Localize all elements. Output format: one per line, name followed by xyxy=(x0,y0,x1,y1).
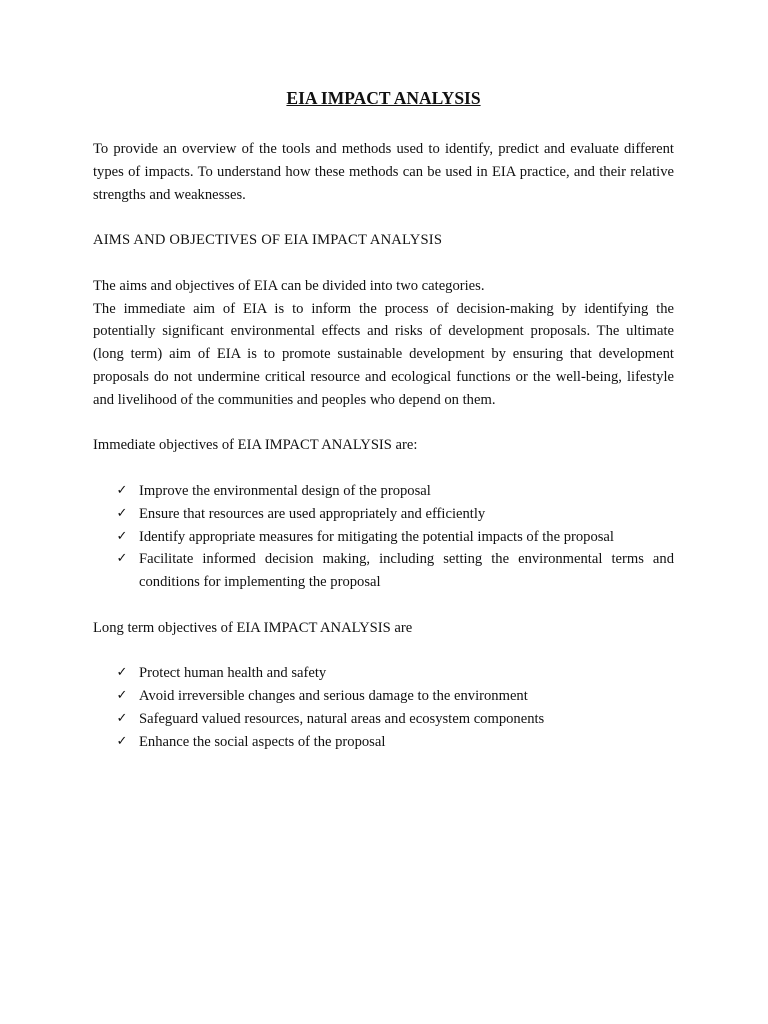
list-item-text: Ensure that resources are used appropriately and efficiently xyxy=(139,505,486,522)
spacer xyxy=(93,252,674,275)
list-item-text: Facilitate informed decision making, including setting the environmental terms and conditions for implementing the proposal xyxy=(139,551,674,591)
list-item xyxy=(116,685,674,708)
list-item xyxy=(116,480,674,503)
intro-paragraph: To provide an overview of the tools and methods used to identify, predict and evaluate different types of impacts. To understand how these methods can be used in EIA practice, and their relative strengths and weaknesses. xyxy=(93,141,674,203)
list-item-text: Improve the environmental design of the proposal xyxy=(139,482,431,499)
checkmark-icon: ✓ xyxy=(116,688,128,704)
checkmark-icon: ✓ xyxy=(116,505,128,521)
spacer xyxy=(93,457,674,480)
immediate-objectives-heading: Immediate objectives of EIA IMPACT ANALYSIS are: xyxy=(93,437,418,454)
document-title: EIA IMPACT ANALYSIS xyxy=(286,88,481,108)
list-item xyxy=(116,526,674,549)
checkmark-icon: ✓ xyxy=(116,551,128,567)
checkmark-icon: ✓ xyxy=(116,733,128,749)
list-item-text: Protect human health and safety xyxy=(139,665,327,682)
aims-intro: The aims and objectives of EIA can be divided into two categories. xyxy=(93,277,485,294)
list-item xyxy=(116,503,674,526)
aims-heading: AIMS AND OBJECTIVES OF EIA IMPACT ANALYSIS xyxy=(93,232,443,249)
list-item-text: Identify appropriate measures for mitigating the potential impacts of the proposal xyxy=(139,528,614,545)
list-item-text: Avoid irreversible changes and serious damage to the environment xyxy=(139,688,528,705)
checkmark-icon: ✓ xyxy=(116,665,128,681)
spacer xyxy=(93,206,674,229)
list-item-text: Safeguard valued resources, natural areas and ecosystem components xyxy=(139,710,545,727)
checkmark-icon: ✓ xyxy=(116,710,128,726)
list-item xyxy=(116,548,674,594)
list-item-text: Enhance the social aspects of the proposal xyxy=(139,733,386,750)
longterm-objectives-list xyxy=(93,662,674,753)
list-item xyxy=(116,731,674,754)
longterm-objectives-heading: Long term objectives of EIA IMPACT ANALYSIS are xyxy=(93,619,413,636)
list-item xyxy=(116,662,674,685)
document-page xyxy=(93,86,674,754)
immediate-objectives-list xyxy=(93,480,674,594)
spacer xyxy=(93,594,674,617)
list-item xyxy=(116,708,674,731)
spacer xyxy=(93,640,674,663)
spacer xyxy=(93,412,674,435)
checkmark-icon: ✓ xyxy=(116,482,128,498)
checkmark-icon: ✓ xyxy=(116,528,128,544)
aims-body: The immediate aim of EIA is to inform the process of decision-making by identifying the potentially significant environmental effects and risks of development proposals. The ultimate (long term) aim of EIA is to promote sustainable development by ensuring that development proposals do not undermine critical resource and ecological functions or the well-being, lifestyle and livelihood of the communities and peoples who depend on them. xyxy=(93,300,674,408)
